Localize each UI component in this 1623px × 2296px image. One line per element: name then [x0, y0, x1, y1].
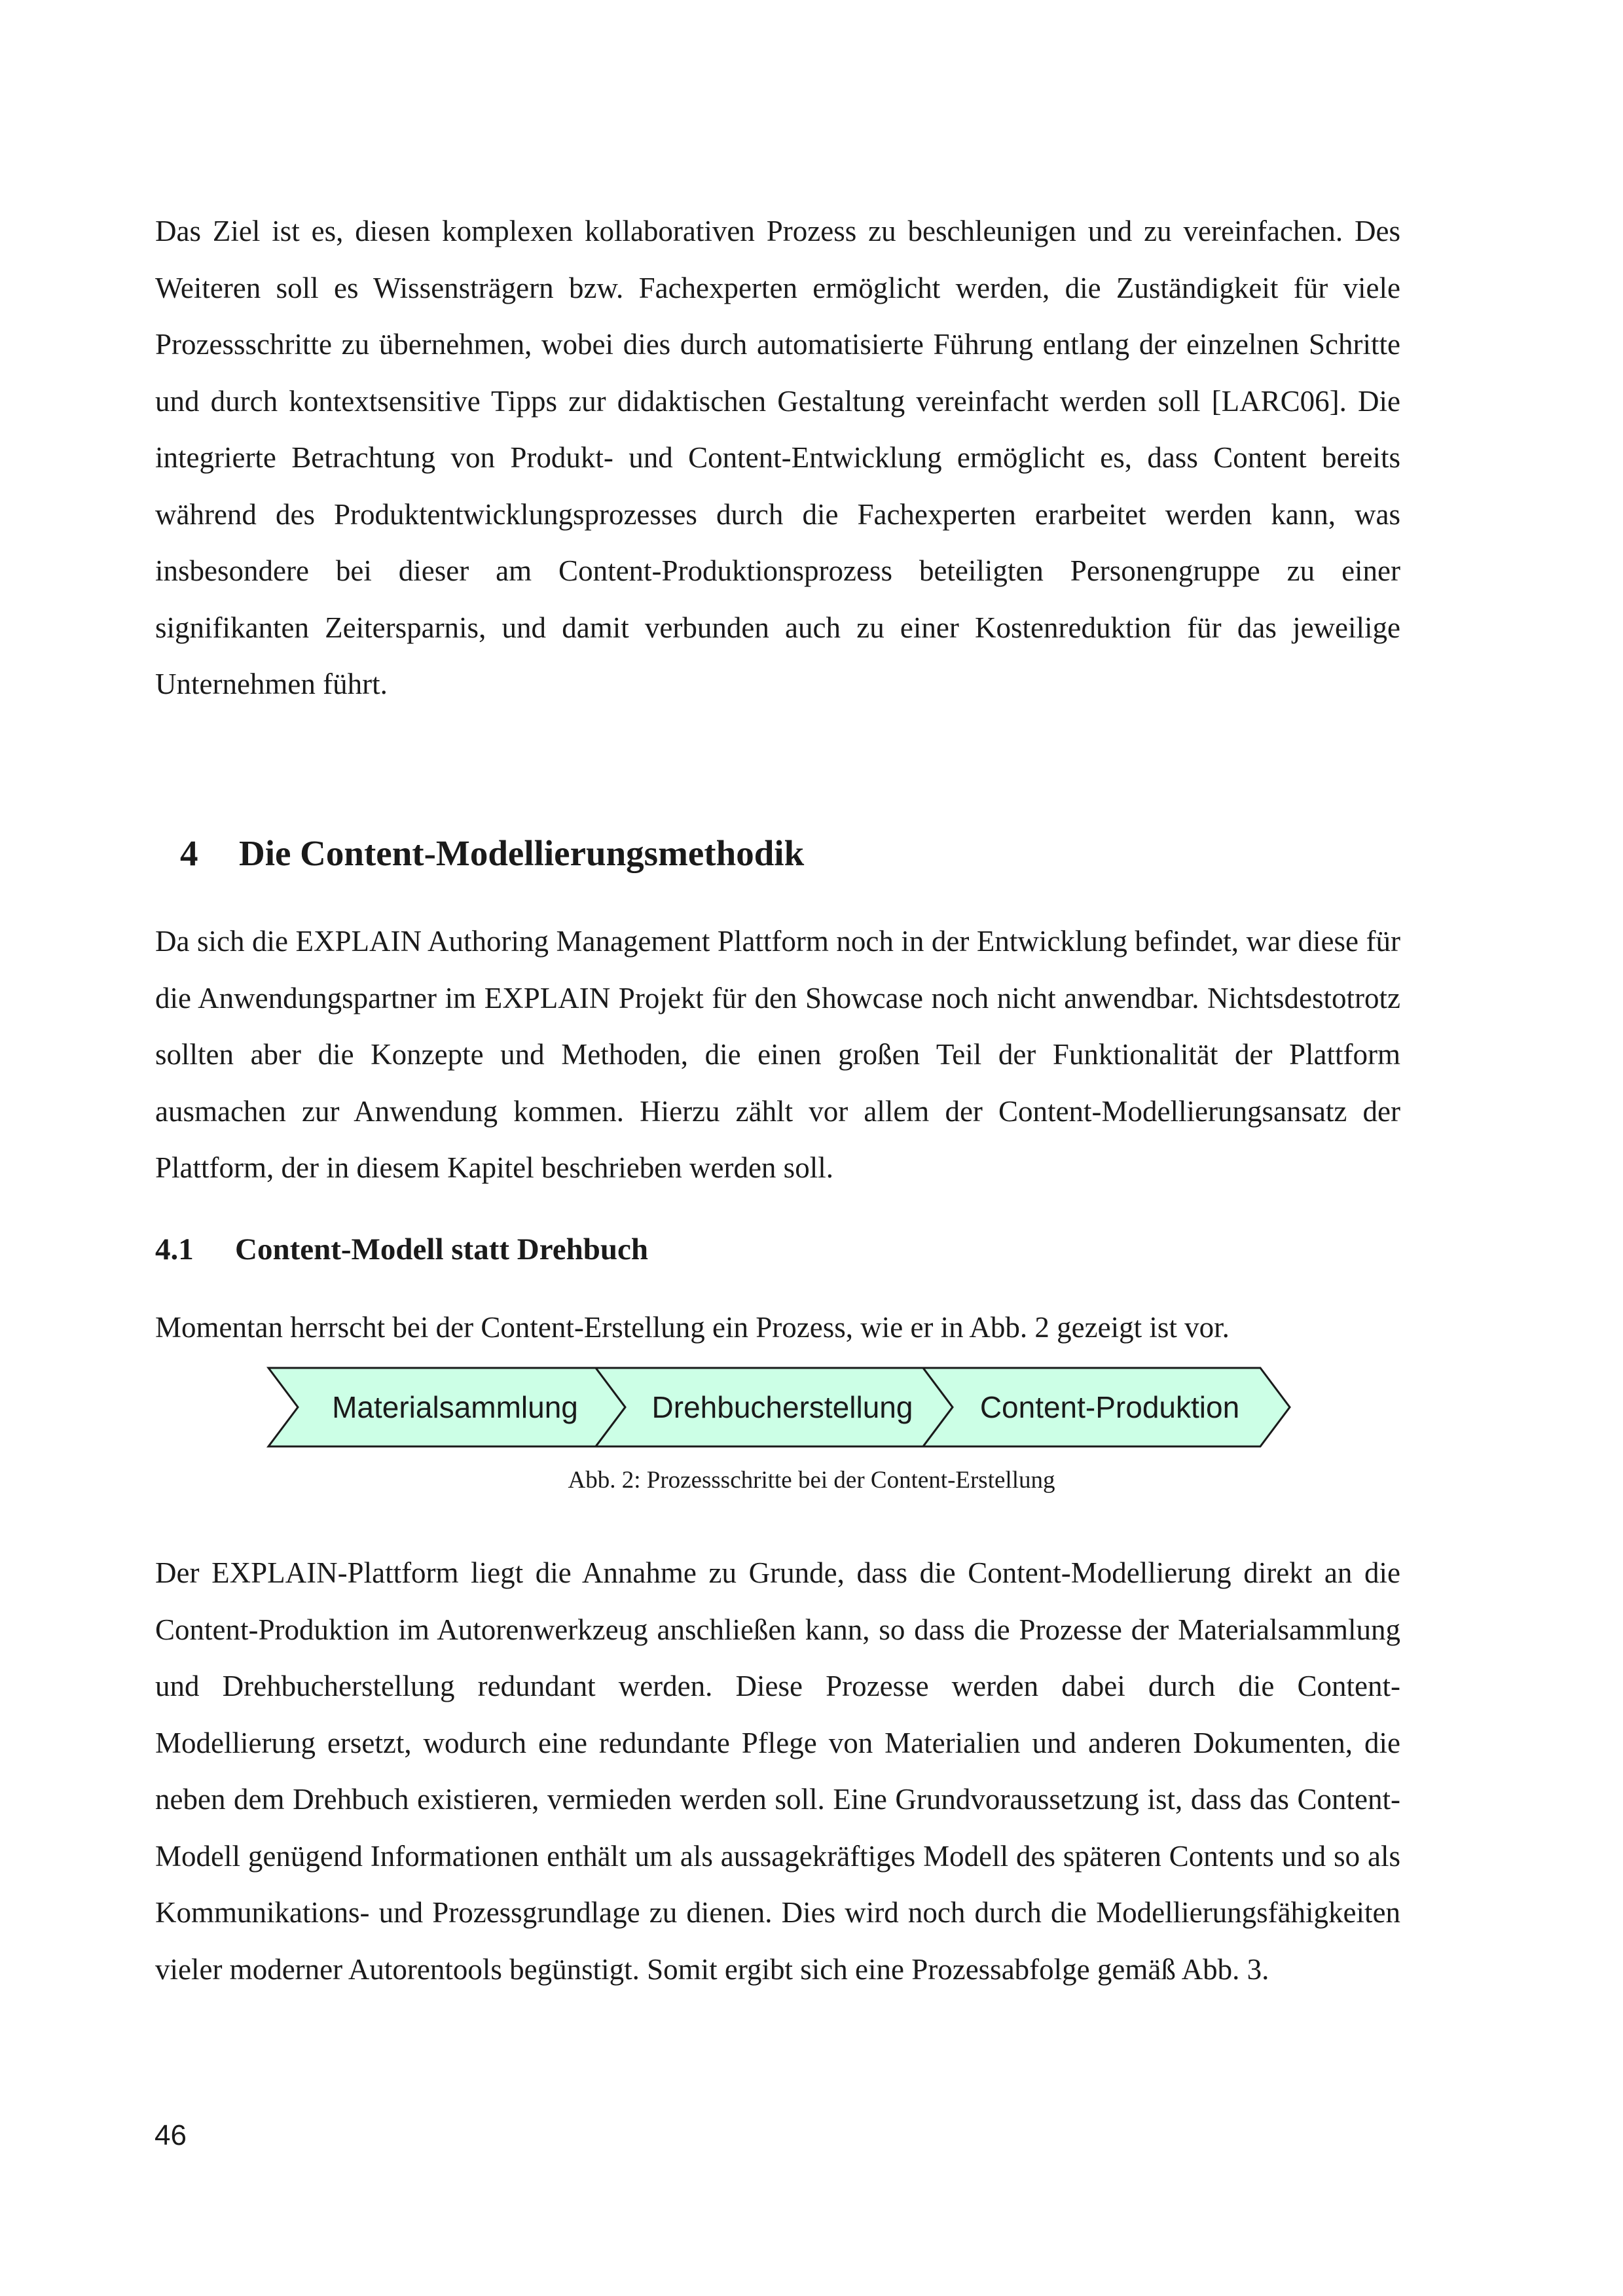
paragraph-section41: Momentan herrscht bei der Content-Erstellung ein Prozess, wie er in Abb. 2 gezeigt ist vor.	[155, 1311, 1230, 1344]
section-number: 4.1	[155, 1232, 194, 1266]
page-number: 46	[155, 2119, 187, 2151]
chapter-number: 4	[180, 833, 198, 873]
section-title: Content-Modell statt Drehbuch	[235, 1232, 648, 1266]
chapter-title: Die Content-Modellierungsmethodik	[239, 833, 805, 873]
paragraph-section4: Da sich die EXPLAIN Authoring Management Plattform noch in der Entwicklung befindet, war diese für die Anwendungspartner im EXPLAIN Projekt für den Showcase noch nicht anwendbar. Nichtsdestotrotz sollten aber die Konzepte und Methoden, die einen großen Teil der Funktionalität der Plattform ausmachen zur Anwendung kommen. Hierzu zählt vor allem der Content-Modellierungsansatz der Plattform, der in diesem Kapitel beschrieben werden soll.	[155, 925, 1400, 1184]
section-heading	[155, 1232, 648, 1267]
step-label-drehbucherstellung: Drehbucherstellung	[651, 1390, 913, 1424]
paragraph-after-figure: Der EXPLAIN-Plattform liegt die Annahme zu Grunde, dass die Content-Modellierung direkt an die Content-Produktion im Autorenwerkzeug anschließen kann, so dass die Prozesse der Materialsammlung und Drehbucherstellung redundant werden. Diese Prozesse werden dabei durch die Content-Modellierung ersetzt, wodurch eine redundante Pflege von Materialien und anderen Dokumenten, die neben dem Drehbuch existieren, vermieden werden soll. Eine Grundvoraussetzung ist, dass das Content-Modell genügend Informationen enthält um als aussagekräftiges Modell des späteren Contents und so als Kommunikations- und Prozessgrundlage zu dienen. Dies wird noch durch die Modellierungsfähigkeiten vieler moderner Autorentools begünstigt. Somit ergibt sich eine Prozessabfolge gemäß Abb. 3.	[155, 1556, 1400, 1986]
chapter-heading	[180, 833, 804, 874]
step-label-materialsammlung: Materialsammlung	[332, 1390, 578, 1424]
process-figure	[262, 1365, 1296, 1450]
figure-caption: Abb. 2: Prozessschritte bei der Content-Erstellung	[568, 1467, 1055, 1494]
paragraph-intro: Das Ziel ist es, diesen komplexen kollaborativen Prozess zu beschleunigen und zu vereinfachen. Des Weiteren soll es Wissensträgern bzw. Fachexperten ermöglicht werden, die Zuständigkeit für viele Prozessschritte zu übernehmen, wobei dies durch automatisierte Führung entlang der einzelnen Schritte und durch kontextsensitive Tipps zur didaktischen Gestaltung vereinfacht werden soll [LARC06]. Die integrierte Betrachtung von Produkt- und Content-Entwicklung ermöglicht es, dass Content bereits während des Produktentwicklungsprozesses durch die Fachexperten erarbeitet werden kann, was insbesondere bei dieser am Content-Produktionsprozess beteiligten Personengruppe zu einer signifikanten Zeitersparnis, und damit verbunden auch zu einer Kostenreduktion für das jeweilige Unternehmen führt.	[155, 215, 1400, 700]
step-label-content-produktion: Content-Produktion	[979, 1390, 1240, 1424]
